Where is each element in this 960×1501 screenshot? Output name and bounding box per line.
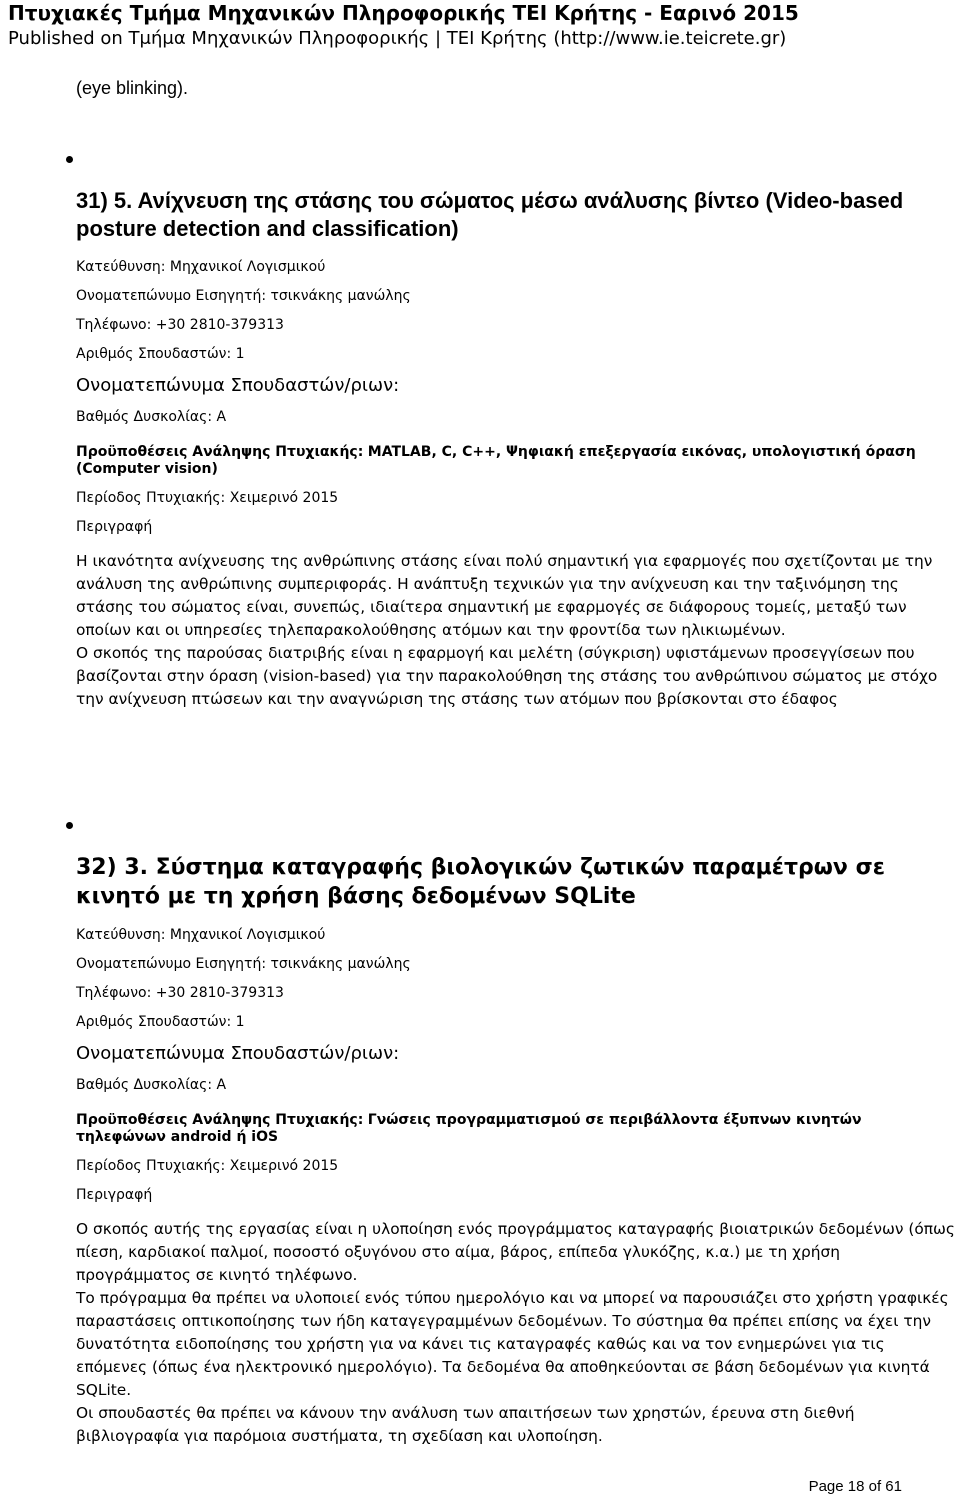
field-label: Κατεύθυνση: bbox=[76, 927, 166, 943]
direction-field bbox=[76, 927, 956, 944]
header-title: Πτυχιακές Τμήμα Μηχανικών Πληροφορικής ΤΕΙ Κρήτης - Εαρινό 2015 bbox=[8, 1, 799, 25]
field-label: Αριθμός Σπουδαστών: bbox=[76, 346, 232, 362]
description-text: Ο σκοπός αυτής της εργασίας είναι η υλοποίηση ενός προγράμματος καταγραφής βιοιατρικών δεδομένων (όπως πίεση, καρδιακοί παλμοί, ποσοστό οξυγόνου στο αίμα, βάρος, επίπεδα γλυκόζης, κ.α.) με τη χρήση προγράμματος σε κινητό τηλέφωνο. Το πρόγραμμα θα πρέπει να υλοποιεί ενός τύπου ημερολόγιο και να μπορεί να παρουσιάζει στο χρήστη γραφικές παραστάσεις οπτικοποίησης των ήδη καταγεγραμμένων δεδομένων. Το σύστημα θα πρέπει επίσης να έχει την δυνατότητα ειδοποίησης του χρήστη για να κάνει τις καταγραφές καθώς και να τον ενημερώνει για τις επόμενες (όπως ένα ηλεκτρονικό ημερολόγιο). Τα δεδομένα θα αποθηκεύονται σε βάση δεδομένων για κινητά SQLite. Οι σπουδαστές θα πρέπει να κάνουν την ανάλυση των απαιτήσεων των χρηστών, έρευνα στη διεθνή βιβλιογραφία για παρόμοια συστήματα, τη σχεδίαση και υλοποίηση. bbox=[76, 1220, 955, 1445]
field-value: MATLAB, C, C++, Ψηφιακή επεξεργασία εικόνας, υπολογιστική όραση (Computer vision) bbox=[76, 444, 916, 477]
description-label: Περιγραφή bbox=[76, 1187, 153, 1203]
field-value: Χειμερινό 2015 bbox=[229, 490, 339, 506]
thesis-title[interactable]: 32) 3. Σύστημα καταγραφής βιολογικών ζωτικών παραμέτρων σε κινητό με τη χρήση βάσης δεδομένων SQLite bbox=[76, 855, 885, 909]
students-count-field bbox=[76, 1014, 956, 1031]
description-text: Η ικανότητα ανίχνευσης της ανθρώπινης στάσης είναι πολύ σημαντική για εφαρμογές που σχετίζονται με την ανάλυση της ανθρώπινης συμπεριφοράς. Η ανάπτυξη τεχνικών για την ανίχνευση και την ταξινόμηση της στάσης του σώματος είναι, συνεπώς, ιδιαίτερα σημαντική με εφαρμογές σε διάφορους τομείς, μεταξύ των οποίων και οι υπηρεσίες τηλεπαρακολούθησης ατόμων και την φροντίδα των ηλικιωμένων. Ο σκοπός της παρούσας διατριβής είναι η εφαρμογή και μελέτη (σύγκριση) υφιστάμενων προσεγγίσεων που βασίζονται στην όραση (vision-based) για την παρακολούθηση της στάσης του ανθρώπινου σώματος με στόχο την ανίχνευση πτώσεων και την αναγνώριση της στάσης των ατόμων που βρίσκονται στο έδαφος bbox=[76, 552, 938, 708]
field-value: A bbox=[216, 1077, 227, 1093]
period-field bbox=[76, 490, 956, 507]
continuation-text: (eye blinking). bbox=[76, 78, 189, 98]
thesis-item bbox=[76, 853, 956, 1448]
field-value: 1 bbox=[235, 346, 245, 362]
field-label: Βαθμός Δυσκολίας: bbox=[76, 409, 213, 425]
direction-field bbox=[76, 259, 956, 276]
thesis-item bbox=[76, 187, 956, 711]
field-value: Μηχανικοί Λογισμικού bbox=[169, 259, 326, 275]
header-published-line: Published on Τμήμα Μηχανικών Πληροφορικής | ΤΕΙ Κρήτης (http://www.ie.teicrete.gr) bbox=[8, 28, 787, 49]
list-bullet bbox=[66, 822, 73, 829]
field-value: +30 2810-379313 bbox=[155, 985, 284, 1001]
supervisor-field bbox=[76, 288, 956, 305]
period-field bbox=[76, 1158, 956, 1175]
field-value: τσικνάκης μανώλης bbox=[270, 288, 411, 304]
field-label: Περίοδος Πτυχιακής: bbox=[76, 490, 226, 506]
field-label: Τηλέφωνο: bbox=[76, 317, 152, 333]
prerequisites-field bbox=[76, 1112, 956, 1146]
field-value: τσικνάκης μανώλης bbox=[270, 956, 411, 972]
supervisor-field bbox=[76, 956, 956, 973]
field-label: Προϋποθέσεις Ανάληψης Πτυχιακής: bbox=[76, 1112, 364, 1128]
field-value: A bbox=[216, 409, 227, 425]
field-value: Χειμερινό 2015 bbox=[229, 1158, 339, 1174]
field-label: Κατεύθυνση: bbox=[76, 259, 166, 275]
field-label: Τηλέφωνο: bbox=[76, 985, 152, 1001]
thesis-title[interactable]: 31) 5. Ανίχνευση της στάσης του σώματος μέσω ανάλυσης βίντεο (Video-based posture detection and classification) bbox=[76, 188, 904, 241]
student-names-label: Ονοματεπώνυμα Σπουδαστών/ριων: bbox=[76, 375, 400, 396]
list-bullet bbox=[66, 156, 73, 163]
field-value: Μηχανικοί Λογισμικού bbox=[169, 927, 326, 943]
field-label: Ονοματεπώνυμο Εισηγητή: bbox=[76, 288, 267, 304]
phone-field bbox=[76, 985, 956, 1002]
description-label: Περιγραφή bbox=[76, 519, 153, 535]
field-label: Ονοματεπώνυμο Εισηγητή: bbox=[76, 956, 267, 972]
difficulty-field bbox=[76, 1077, 956, 1094]
student-names-label: Ονοματεπώνυμα Σπουδαστών/ριων: bbox=[76, 1043, 400, 1064]
page-number: Page 18 of 61 bbox=[808, 1478, 902, 1495]
field-label: Περίοδος Πτυχιακής: bbox=[76, 1158, 226, 1174]
field-label: Βαθμός Δυσκολίας: bbox=[76, 1077, 213, 1093]
field-value: 1 bbox=[235, 1014, 245, 1030]
phone-field bbox=[76, 317, 956, 334]
students-count-field bbox=[76, 346, 956, 363]
field-value: Γνώσεις προγραμματισμού σε περιβάλλοντα έξυπνων κινητών τηλεφώνων android ή iOS bbox=[76, 1112, 862, 1145]
field-label: Προϋποθέσεις Ανάληψης Πτυχιακής: bbox=[76, 444, 364, 460]
field-value: +30 2810-379313 bbox=[155, 317, 284, 333]
difficulty-field bbox=[76, 409, 956, 426]
field-label: Αριθμός Σπουδαστών: bbox=[76, 1014, 232, 1030]
prerequisites-field bbox=[76, 444, 956, 478]
